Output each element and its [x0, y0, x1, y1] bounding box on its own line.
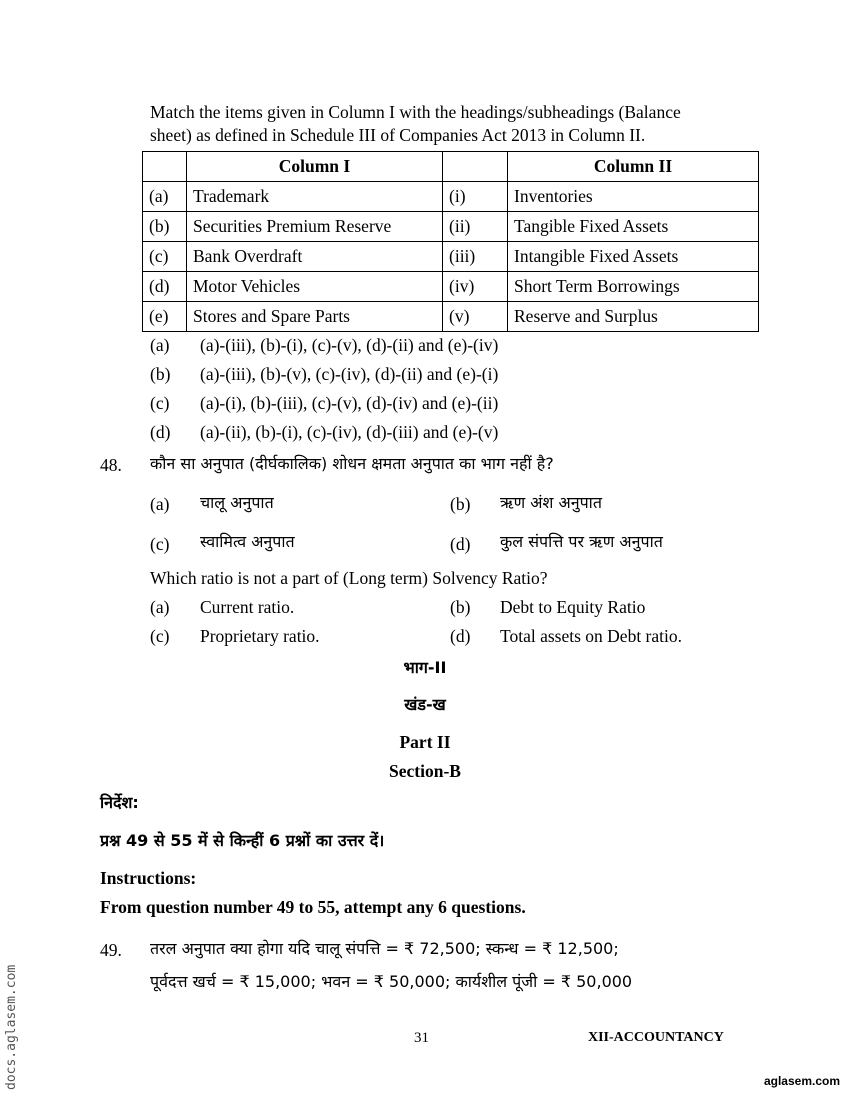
q48-option-text: Total assets on Debt ratio.: [500, 626, 682, 646]
q47-option-text: (a)-(i), (b)-(iii), (c)-(v), (d)-(iv) and (e)-(ii): [200, 393, 499, 413]
subject-footer: XII-ACCOUNTANCY: [588, 1030, 724, 1045]
q48-option-text: Debt to Equity Ratio: [500, 597, 646, 617]
q48-option-label: (b): [450, 597, 471, 617]
q49-line2: पूर्वदत्त खर्च = ₹ 15,000; भवन = ₹ 50,000; कार्यशील पूंजी = ₹ 50,000: [150, 972, 633, 991]
hindi-part-heading: भाग-II: [403, 658, 447, 677]
part-heading: Part II: [399, 732, 451, 752]
section-heading: Section-B: [389, 761, 461, 781]
q48-option-text: Proprietary ratio.: [200, 626, 320, 646]
q47-option-label: (d): [150, 422, 171, 442]
hindi-instructions-text: प्रश्न 49 से 55 में से किन्हीं 6 प्रश्नों का उत्तर दें।: [100, 831, 385, 850]
q47-option-text: (a)-(iii), (b)-(i), (c)-(v), (d)-(ii) and (e)-(iv): [200, 335, 499, 355]
q48-option-label: (d): [450, 626, 471, 646]
instructions-title: Instructions:: [100, 868, 197, 888]
q48-hindi-option-text: ऋण अंश अनुपात: [500, 493, 602, 512]
table-row: (a) Trademark (i) Inventories: [143, 182, 759, 212]
q48-english-prompt: Which ratio is not a part of (Long term) Solvency Ratio?: [150, 568, 548, 588]
q48-hindi-option-text: कुल संपत्ति पर ऋण अनुपात: [500, 532, 663, 551]
col1-header: Column I: [187, 152, 443, 182]
q48-hindi-prompt: कौन सा अनुपात (दीर्घकालिक) शोधन क्षमता अनुपात का भाग नहीं है?: [150, 454, 554, 473]
col2-header: Column II: [508, 152, 759, 182]
q47-option-text: (a)-(ii), (b)-(i), (c)-(iv), (d)-(iii) and (e)-(v): [200, 422, 499, 442]
q48-option-label: (c): [150, 626, 170, 646]
q47-option-label: (b): [150, 364, 171, 384]
brand-footer: aglasem.com: [763, 1074, 840, 1088]
q49-line1: तरल अनुपात क्या होगा यदि चालू संपत्ति = ₹ 72,500; स्कन्ध = ₹ 12,500;: [150, 939, 619, 958]
q48-hindi-option-label: (d): [450, 534, 471, 554]
q48-hindi-option-label: (a): [150, 494, 170, 514]
hindi-section-heading: खंड-ख: [404, 695, 446, 714]
q48-number: 48.: [100, 455, 122, 475]
q48-hindi-option-label: (c): [150, 534, 170, 554]
q48-hindi-option-label: (b): [450, 494, 471, 514]
q47-prompt-line2: sheet) as defined in Schedule III of Companies Act 2013 in Column II.: [150, 125, 646, 145]
side-watermark-url: docs.aglasem.com: [4, 964, 19, 1090]
q47-option-label: (a): [150, 335, 170, 355]
table-row: (c) Bank Overdraft (iii) Intangible Fixed Assets: [143, 242, 759, 272]
table-row: (d) Motor Vehicles (iv) Short Term Borrowings: [143, 272, 759, 302]
match-table: [142, 151, 759, 332]
q47-prompt-line1: Match the items given in Column I with the headings/subheadings (Balance: [150, 102, 681, 122]
q47-option-label: (c): [150, 393, 170, 413]
q48-hindi-option-text: स्वामित्व अनुपात: [200, 532, 295, 551]
page-number: 31: [414, 1030, 429, 1046]
q48-option-label: (a): [150, 597, 170, 617]
table-row: (e) Stores and Spare Parts (v) Reserve and Surplus: [143, 302, 759, 332]
hindi-instructions-title: निर्देश:: [100, 793, 139, 812]
q48-hindi-option-text: चालू अनुपात: [200, 493, 274, 512]
table-header-row: [143, 152, 759, 182]
instructions-text: From question number 49 to 55, attempt any 6 questions.: [100, 897, 526, 917]
q47-option-text: (a)-(iii), (b)-(v), (c)-(iv), (d)-(ii) and (e)-(i): [200, 364, 499, 384]
table-row: (b) Securities Premium Reserve (ii) Tangible Fixed Assets: [143, 212, 759, 242]
q49-number: 49.: [100, 940, 122, 960]
q48-option-text: Current ratio.: [200, 597, 295, 617]
